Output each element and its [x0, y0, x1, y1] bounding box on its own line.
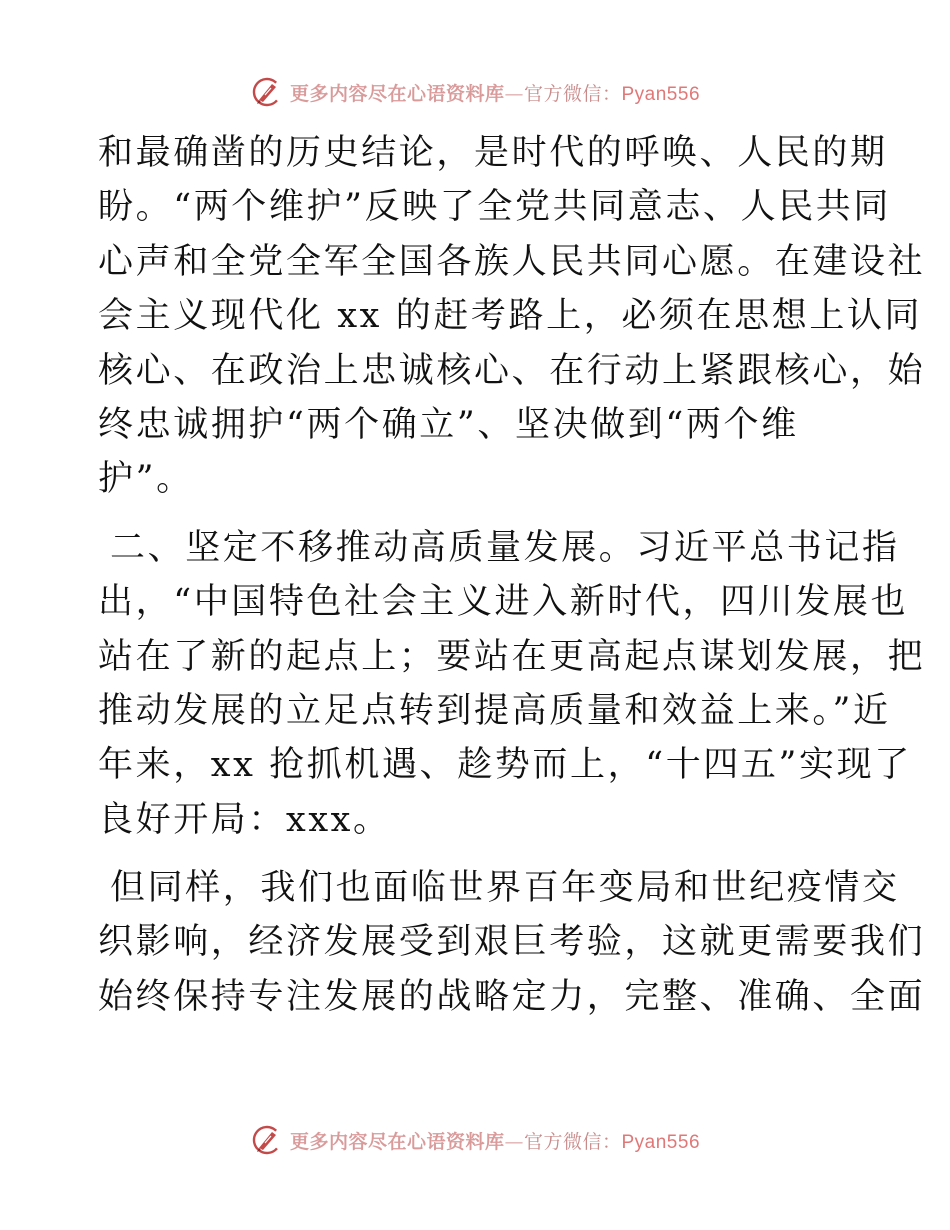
text-line: 心声和全党全军全国各族人民共同心愿。在建设社: [98, 241, 926, 282]
header-watermark: [0, 72, 950, 112]
text-line: 二、坚定不移推动高质量发展。习近平总书记指: [110, 527, 900, 568]
text-line: 始终保持专注发展的战略定力，完整、准确、全面: [98, 976, 926, 1017]
text-line: 盼。“两个维护”反映了全党共同意志、人民共同: [98, 187, 891, 228]
paragraph-2: [98, 521, 926, 847]
text-line: 终忠诚拥护“两个确立”、坚决做到“两个维: [98, 404, 799, 445]
watermark-separator: —: [504, 1130, 524, 1153]
text-line: 但同样，我们也面临世界百年变局和世纪疫情交: [110, 868, 900, 909]
watermark-wechat-id: Pyan556: [621, 83, 701, 105]
text-line: 良好开局：xxx。: [98, 799, 391, 840]
text-line: 和最确凿的历史结论，是时代的呼唤、人民的期: [98, 133, 888, 173]
text-line: 核心、在政治上忠诚核心、在行动上紧跟核心，始: [98, 350, 926, 391]
watermark-main-text: 更多内容尽在心语资料库: [289, 1130, 505, 1153]
paragraph-3: [98, 861, 926, 1024]
text-line: 织影响，经济发展受到艰巨考验，这就更需要我们: [98, 922, 926, 963]
quill-pen-logo-icon: [250, 75, 284, 109]
watermark-wechat-id: Pyan556: [621, 1131, 701, 1153]
watermark-label: 官方微信：: [523, 1130, 622, 1153]
text-line: 年来，xx 抢抓机遇、趁势而上，“十四五”实现了: [98, 745, 912, 786]
quill-pen-logo-icon: [250, 1123, 284, 1157]
paragraph-1: [98, 126, 926, 507]
text-line: 站在了新的起点上；要站在更高起点谋划发展，把: [98, 636, 926, 677]
text-line: 会主义现代化 xx 的赶考路上，必须在思想上认同: [98, 296, 923, 337]
document-body: [98, 126, 926, 1038]
watermark-separator: —: [504, 82, 524, 105]
text-line: 出，“中国特色社会主义进入新时代，四川发展也: [98, 582, 909, 623]
text-line: 护”。: [98, 459, 194, 500]
watermark-label: 官方微信：: [523, 82, 622, 105]
footer-watermark: [0, 1120, 950, 1160]
watermark-main-text: 更多内容尽在心语资料库: [289, 82, 505, 105]
text-line: 推动发展的立足点转到提高质量和效益上来。”近: [98, 690, 891, 731]
